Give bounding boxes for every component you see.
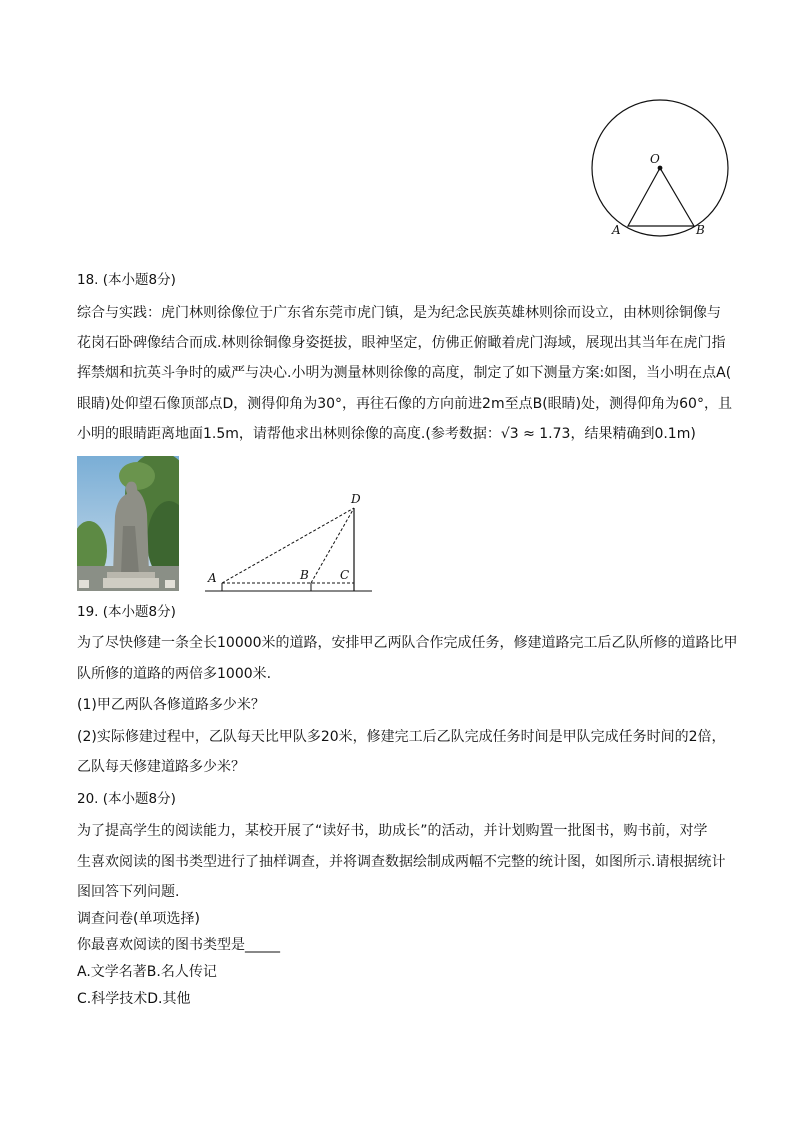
fig-label-c: C (340, 568, 350, 582)
fig-label-a: A (208, 571, 217, 585)
sightline-a (222, 508, 354, 583)
q19-line-5: 乙队每天修建道路多少米？ (77, 759, 245, 775)
q18-line-2: 花岗石卧碑像结合而成.林则徐铜像身姿挺拔，眼神坚定，仿佛正俯瞰着虎门海域，展现出其当年在虎门指 (77, 335, 726, 351)
q20-options-cd: C.科学技术D.其他 (77, 991, 191, 1007)
label-o: O (650, 152, 660, 166)
q20-survey-question: 你最喜欢阅读的图书类型是_____ (77, 937, 280, 953)
q18-line-5: 小明的眼睛距离地面1.5m，请帮他求出林则徐像的高度.(参考数据：√3 ≈ 1.73，结果精确到0.1m) (77, 426, 696, 442)
q19-part-2: (2)实际修建过程中，乙队每天比甲队多20米，修建完工后乙队完成任务时间是甲队完成任务时间的2倍， (77, 729, 726, 745)
circle-figure (585, 95, 735, 245)
q20-line-2: 生喜欢阅读的图书类型进行了抽样调查，并将调查数据绘制成两幅不完整的统计图，如图所示.请根据统计 (77, 854, 726, 870)
q18-line-3: 挥禁烟和抗英斗争时的威严与决心.小明为测量林则徐像的高度，制定了如下测量方案:如图，当小明在点A( (77, 365, 732, 381)
label-a: A (612, 223, 621, 237)
triangle-oab (628, 168, 694, 226)
fig-label-b: B (300, 568, 309, 582)
q19-part-1: (1)甲乙两队各修道路多少米？ (77, 697, 265, 713)
label-b: B (696, 223, 705, 237)
fig-label-d: D (351, 492, 361, 506)
measurement-figure (200, 490, 380, 595)
q20-line-1: 为了提高学生的阅读能力，某校开展了“读好书，助成长”的活动，并计划购置一批图书，购书前，对学 (77, 823, 708, 839)
q20-options-ab: A.文学名著B.名人传记 (77, 964, 217, 980)
q20-line-3: 图回答下列问题. (77, 884, 180, 900)
q19-line-2: 队所修的道路的两倍多1000米. (77, 666, 272, 682)
q18-line-1: 综合与实践：虎门林则徐像位于广东省东莞市虎门镇，是为纪念民族英雄林则徐而设立，由林则徐铜像与 (77, 305, 721, 321)
q20-survey-title: 调查问卷(单项选择) (77, 911, 200, 927)
q19-header: 19. (本小题8分) (77, 604, 176, 620)
center-dot (658, 166, 663, 171)
q20-header: 20. (本小题8分) (77, 791, 176, 807)
statue-photo (77, 456, 179, 591)
q18-header: 18. (本小题8分) (77, 272, 176, 288)
q19-line-1: 为了尽快修建一条全长10000米的道路，安排甲乙两队合作完成任务，修建道路完工后乙队所修的道路比甲 (77, 635, 738, 651)
q18-line-4: 眼睛)处仰望石像顶部点D，测得仰角为30°，再往石像的方向前进2m至点B(眼睛)处，测得仰角为60°，且 (77, 396, 732, 412)
